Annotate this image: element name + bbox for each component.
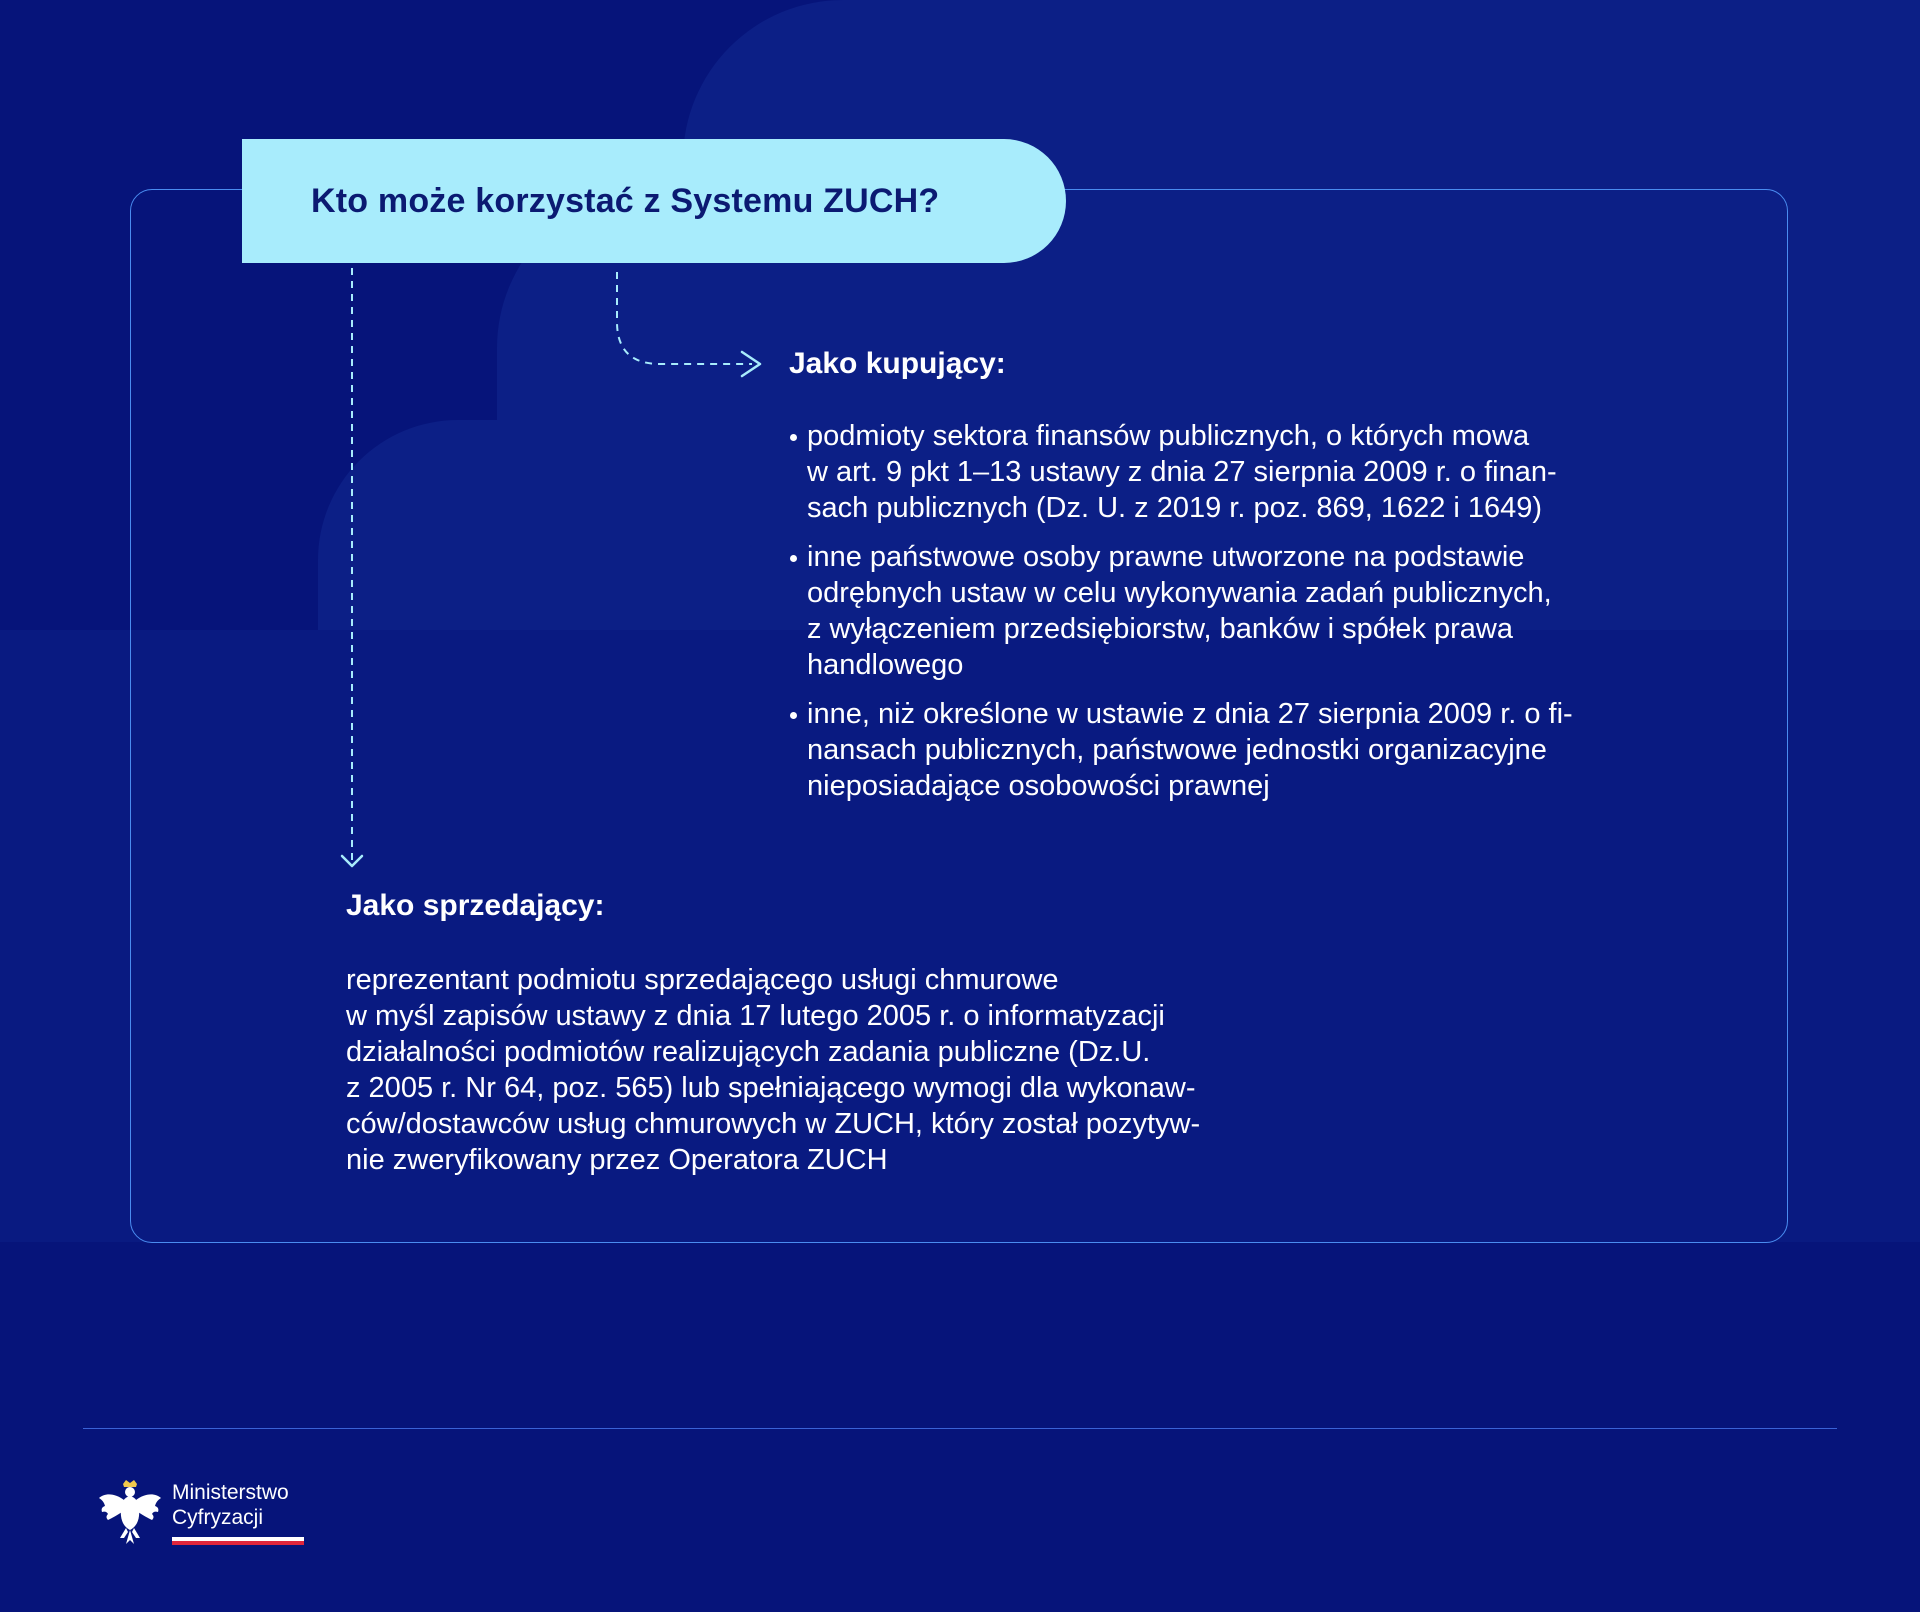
buyer-list bbox=[789, 418, 1689, 804]
list-item bbox=[789, 418, 1689, 526]
list-item-text: inne państwowe osoby prawne utworzone na podstawie odrębnych ustaw w celu wykonywania zadań publicznych, z wyłączeniem przedsiębiorstw, banków i spółek prawa handlowego bbox=[807, 541, 1552, 681]
logo-line-1: Ministerstwo bbox=[172, 1481, 289, 1504]
buyer-heading: Jako kupujący: bbox=[789, 347, 1006, 380]
logo-text bbox=[172, 1480, 304, 1545]
buyer-section bbox=[789, 344, 1689, 817]
eagle-emblem-icon bbox=[96, 1476, 164, 1548]
seller-description: reprezentant podmiotu sprzedającego usługi chmurowe w myśl zapisów ustawy z dnia 17 lutego 2005 r. o informatyzacji działalności podmiotów realizujących zadania publiczne (Dz.U. z 2005 r. Nr 64, poz. 565) lub spełniającego wymogi dla wykonaw- ców/dostawców usług chmurowych w ZUCH, który został pozytyw- nie zweryfikowany przez Operatora ZUCH bbox=[346, 964, 1201, 1176]
logo-line-2: Cyfryzacji bbox=[172, 1506, 264, 1529]
list-item bbox=[789, 539, 1689, 683]
list-item bbox=[789, 696, 1689, 804]
list-item-text: inne, niż określone w ustawie z dnia 27 sierpnia 2009 r. o fi- nansach publicznych, państwowe jednostki organizacyjne nieposiadające osobowości prawnej bbox=[807, 698, 1573, 802]
ministry-logo bbox=[96, 1476, 304, 1548]
footer-divider bbox=[83, 1428, 1837, 1429]
bullet-icon bbox=[790, 555, 797, 562]
bullet-icon bbox=[790, 434, 797, 441]
seller-heading: Jako sprzedający: bbox=[346, 889, 605, 922]
buyer-connector-line bbox=[617, 272, 752, 364]
polish-flag-stripe bbox=[172, 1537, 304, 1545]
list-item-text: podmioty sektora finansów publicznych, o których mowa w art. 9 pkt 1–13 ustawy z dnia 27 sierpnia 2009 r. o finan- sach publicznych (Dz. U. z 2019 r. poz. 869, 1622 i 1649) bbox=[807, 420, 1557, 524]
bullet-icon bbox=[790, 712, 797, 719]
page-title: Kto może korzystać z Systemu ZUCH? bbox=[311, 181, 940, 220]
seller-section bbox=[346, 886, 1446, 1178]
